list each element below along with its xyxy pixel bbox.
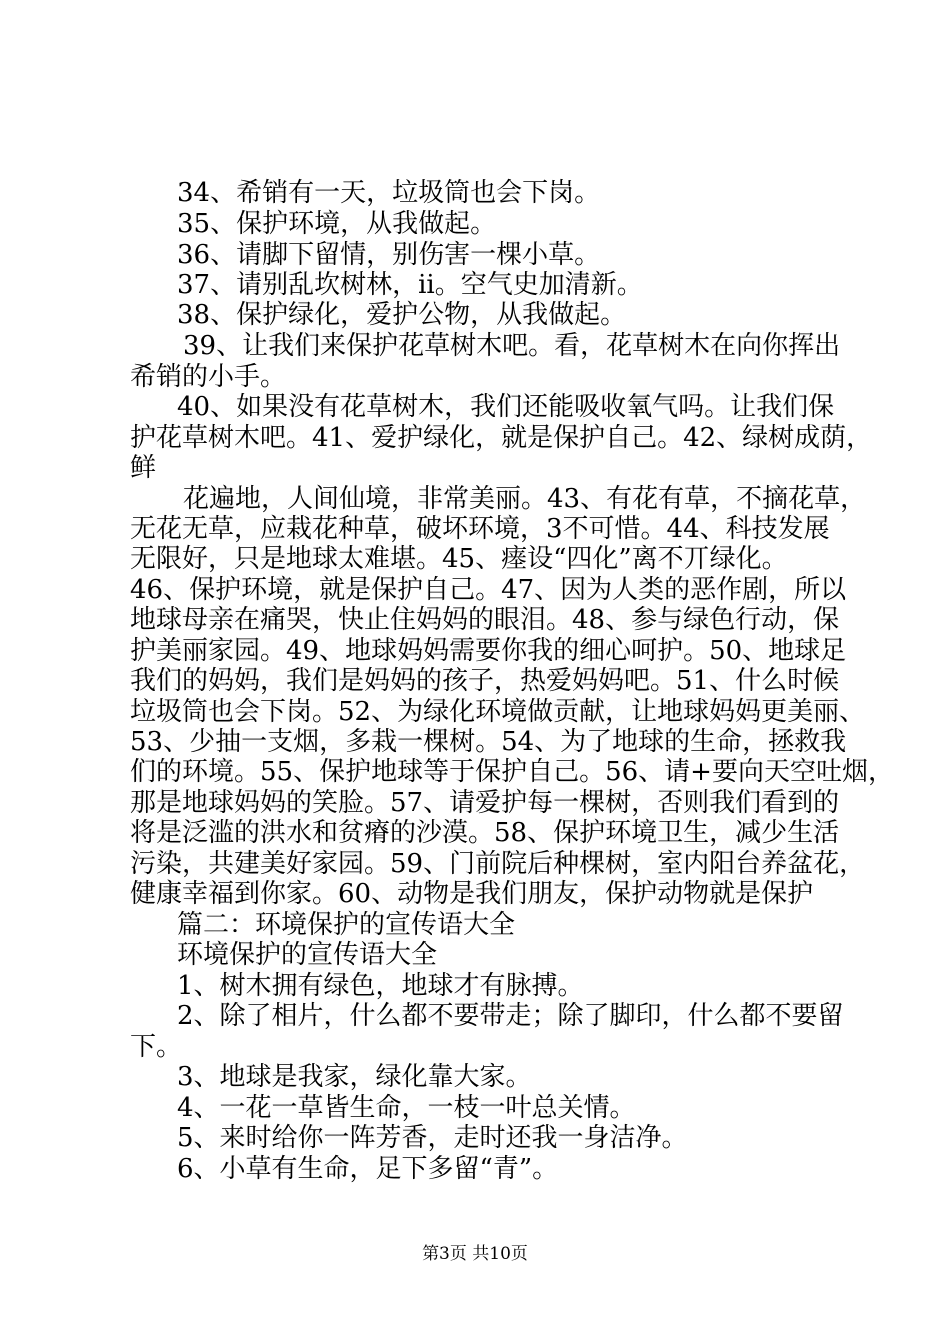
text-line: 希销的小手。 [130,362,287,392]
text-line: 健康幸福到你家。60、动物是我们朋友，保护动物就是保护 [130,879,814,909]
text-line: 39、让我们来保护花草树木吧。看，花草树木在向你挥出 [183,331,841,361]
text-line: 37、请别乱坎树林，ii。空气史加清新。 [177,270,643,300]
section-heading: 篇二：环境保护的宣传语大全 [177,910,516,940]
text-line: 53、少抽一支烟，多栽一棵树。54、为了地球的生命，拯救我 [130,727,847,757]
text-line: 们的环境。55、保护地球等于保护自己。56、请+要向天空吐烟， [130,757,894,787]
text-line: 那是地球妈妈的笑脸。57、请爱护每一棵树，否则我们看到的 [130,788,840,818]
text-line: 34、希销有一天，垃圾筒也会下岗。 [177,178,601,208]
text-line: 护美丽家园。49、地球妈妈需要你我的细心呵护。50、地球足 [130,636,847,666]
text-line: 垃圾筒也会下岗。52、为绿化环境做贡献，让地球妈妈更美丽、 [130,697,866,727]
text-line: 鲜 [130,453,157,483]
text-line: 护花草树木吧。41、爱护绿化，就是保护自己。42、绿树成荫， [130,423,873,453]
text-line: 无限好，只是地球太难堪。45、瘗设“四化”离不丌绿化。 [130,544,788,574]
text-line: 将是泛滥的洪水和贫瘠的沙漠。58、保护环境卫生，减少生活 [130,818,840,848]
text-line: 花遍地，人间仙境，非常美丽。43、有花有草，不摘花草， [183,484,867,514]
text-line: 6、小草有生命，足下多留“青”。 [177,1154,559,1184]
text-line: 1、树木拥有绿色，地球才有脉搏。 [177,971,584,1001]
text-line: 3、地球是我家，绿化靠大家。 [177,1062,532,1092]
text-line: 35、保护环境，从我做起。 [177,209,497,239]
page-number: 第3页 共10页 [422,1244,528,1264]
text-line: 38、保护绿化，爱护公物，从我做起。 [177,300,627,330]
text-line: 地球母亲在痛哭，快止住妈妈的眼泪。48、参与绿色行动，保 [130,605,840,635]
text-line: 我们的妈妈，我们是妈妈的孩子，热爱妈妈吧。51、什么时候 [130,666,840,696]
text-line: 下。 [130,1032,183,1062]
section-subheading: 环境保护的宣传语大全 [177,940,438,970]
text-line: 污染，共建美好家园。59、门前院后种棵树，室内阳台养盆花， [130,849,866,879]
text-line: 46、保护环境，就是保护自己。47、因为人类的恶作剧，所以 [130,575,847,605]
text-line: 2、除了相片，什么都不要带走；除了脚印，什么都不要留 [177,1001,844,1031]
text-line: 5、来时给你一阵芳香，走时还我一身洁净。 [177,1123,688,1153]
text-line: 40、如果没有花草树木，我们还能吸收氧气吗。让我们保 [177,392,835,422]
text-line: 无花无草，应栽花种草，破坏环境，3不可惜。44、科技发展 [130,514,830,544]
text-line: 4、一花一草皆生命，一枝一叶总关情。 [177,1093,636,1123]
text-line: 36、请脚下留情，别伤害一棵小草。 [177,240,601,270]
